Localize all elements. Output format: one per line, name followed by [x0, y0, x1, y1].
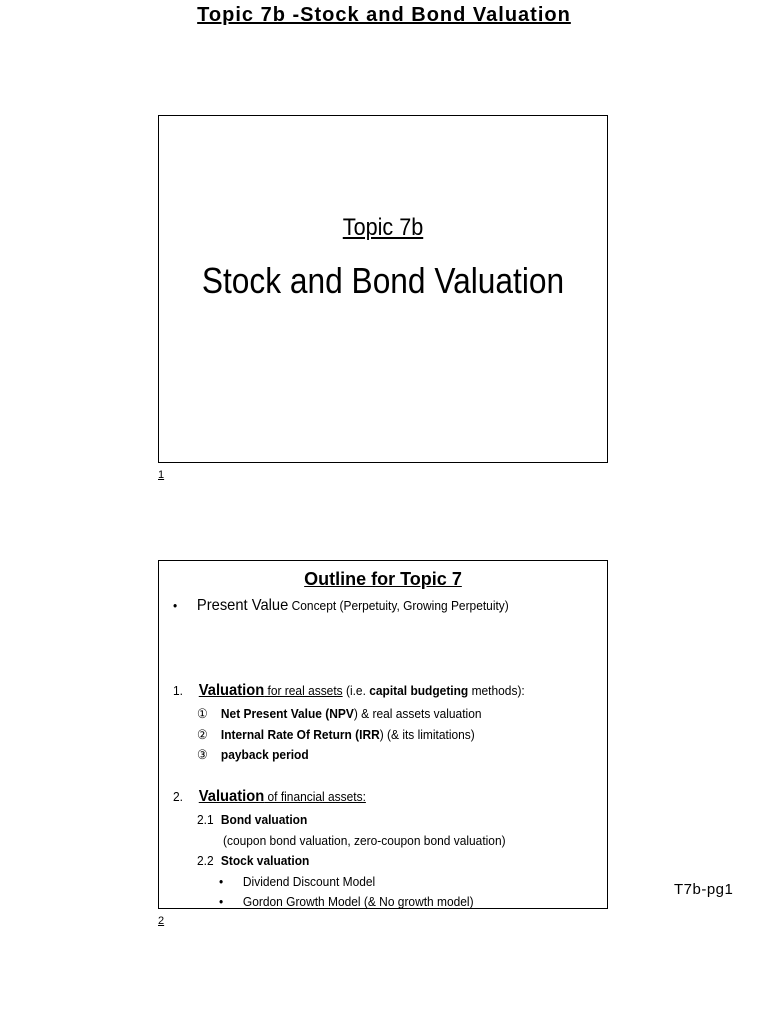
npv-label: Net Present Value (NPV: [220, 706, 354, 721]
slide-1: [158, 115, 608, 463]
bond-valuation-label: Bond valuation: [220, 812, 308, 827]
list-item: [219, 894, 474, 909]
present-value-line: [173, 597, 509, 615]
item-1-text-a: for real assets: [264, 683, 343, 698]
present-value-heading: Present Value: [196, 597, 289, 614]
stock-valuation-label: Stock valuation: [220, 853, 310, 868]
page-footer: T7b-pg1: [674, 881, 734, 898]
item-1-heading: Valuation: [198, 682, 265, 699]
stock-valuation-line: [197, 853, 309, 868]
bond-valuation-line: [197, 812, 307, 827]
npv-detail: ) & real assets valuation: [353, 706, 482, 721]
sub-2-2-number: 2.2: [197, 853, 214, 868]
item-2-line: [173, 788, 366, 806]
item-1-text-c: methods):: [468, 683, 525, 698]
bullet-marker: •: [173, 598, 178, 613]
irr-line: [197, 727, 475, 743]
circled-1-marker: ①: [197, 706, 208, 721]
page-title: Topic 7b -Stock and Bond Valuation: [197, 4, 571, 26]
list-item: [219, 874, 375, 889]
ddm-label: Dividend Discount Model: [242, 874, 376, 889]
slide-1-topic: Topic 7b: [342, 214, 424, 241]
present-value-detail: Concept (Perpetuity, Growing Perpetuity): [288, 598, 509, 613]
bond-valuation-detail: (coupon bond valuation, zero-coupon bond valuation): [223, 833, 506, 848]
gordon-label: Gordon Growth Model (& No growth model): [242, 894, 474, 909]
item-1-text-bold: capital budgeting: [369, 683, 469, 698]
payback-label: payback period: [220, 747, 309, 762]
slide-2-number: 2: [158, 915, 165, 927]
irr-detail: ) (& its limitations): [379, 727, 475, 742]
slide-1-title: Stock and Bond Valuation: [201, 260, 565, 301]
slide-2: [158, 560, 608, 909]
npv-line: [197, 706, 481, 722]
item-1-number: 1.: [173, 683, 183, 698]
item-2-heading: Valuation: [198, 788, 265, 805]
irr-label: Internal Rate Of Return (IRR: [220, 727, 380, 742]
sub-2-1-number: 2.1: [197, 812, 214, 827]
outline-title: Outline for Topic 7: [304, 569, 462, 589]
payback-line: [197, 747, 309, 763]
item-2-text: of financial assets:: [264, 789, 366, 804]
bullet-marker: •: [219, 874, 224, 889]
bullet-marker: •: [219, 894, 224, 909]
item-2-number: 2.: [173, 789, 183, 804]
item-1-line: [173, 682, 525, 700]
slide-1-number: 1: [158, 469, 165, 481]
circled-3-marker: ③: [197, 747, 208, 762]
item-1-text-b: (i.e.: [342, 683, 370, 698]
circled-2-marker: ②: [197, 727, 208, 742]
